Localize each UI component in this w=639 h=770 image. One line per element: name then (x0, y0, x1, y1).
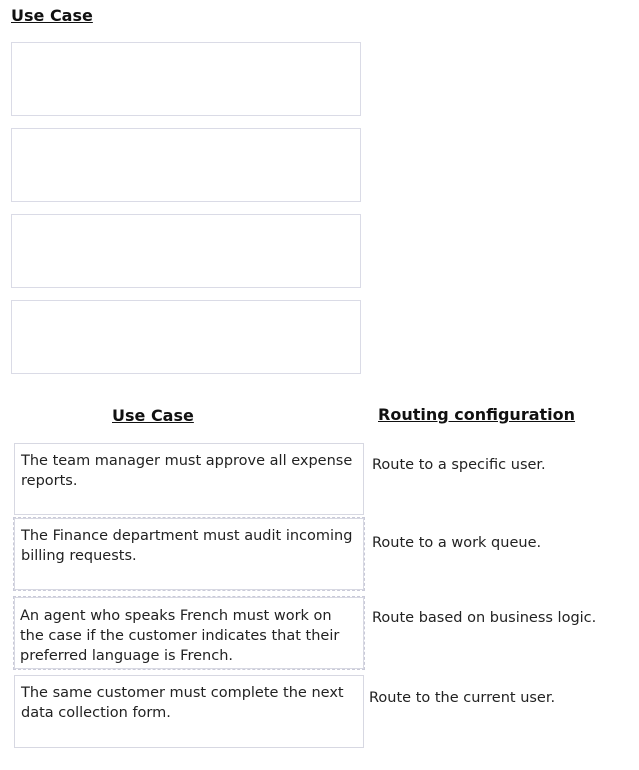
use-case-text-4: The same customer must complete the next data collection form. (21, 685, 344, 721)
answer-drop-slot-1[interactable] (11, 42, 361, 116)
use-case-text-1: The team manager must approve all expense reports. (21, 453, 353, 489)
answer-drop-slot-3[interactable] (11, 214, 361, 288)
routing-option-1[interactable]: Route to a specific user. (372, 457, 546, 473)
use-case-card-3[interactable] (14, 597, 364, 669)
routing-option-2[interactable]: Route to a work queue. (372, 535, 542, 551)
routing-option-3[interactable]: Route based on business logic. (372, 610, 597, 626)
use-case-card-1[interactable] (14, 443, 364, 515)
use-case-card-2[interactable] (14, 518, 364, 590)
use-case-text-3: An agent who speaks French must work on the case if the customer indicates that their preferred language is French. (20, 608, 340, 664)
answer-area-use-case-heading: Use Case (11, 6, 93, 25)
use-case-text-2: The Finance department must audit incoming billing requests. (21, 528, 353, 564)
options-use-case-header: Use Case (112, 406, 194, 425)
answer-drop-slot-2[interactable] (11, 128, 361, 202)
routing-option-4[interactable]: Route to the current user. (369, 690, 556, 706)
answer-drop-slot-4[interactable] (11, 300, 361, 374)
use-case-card-4[interactable] (14, 675, 364, 748)
options-routing-configuration-header: Routing configuration (378, 405, 576, 424)
